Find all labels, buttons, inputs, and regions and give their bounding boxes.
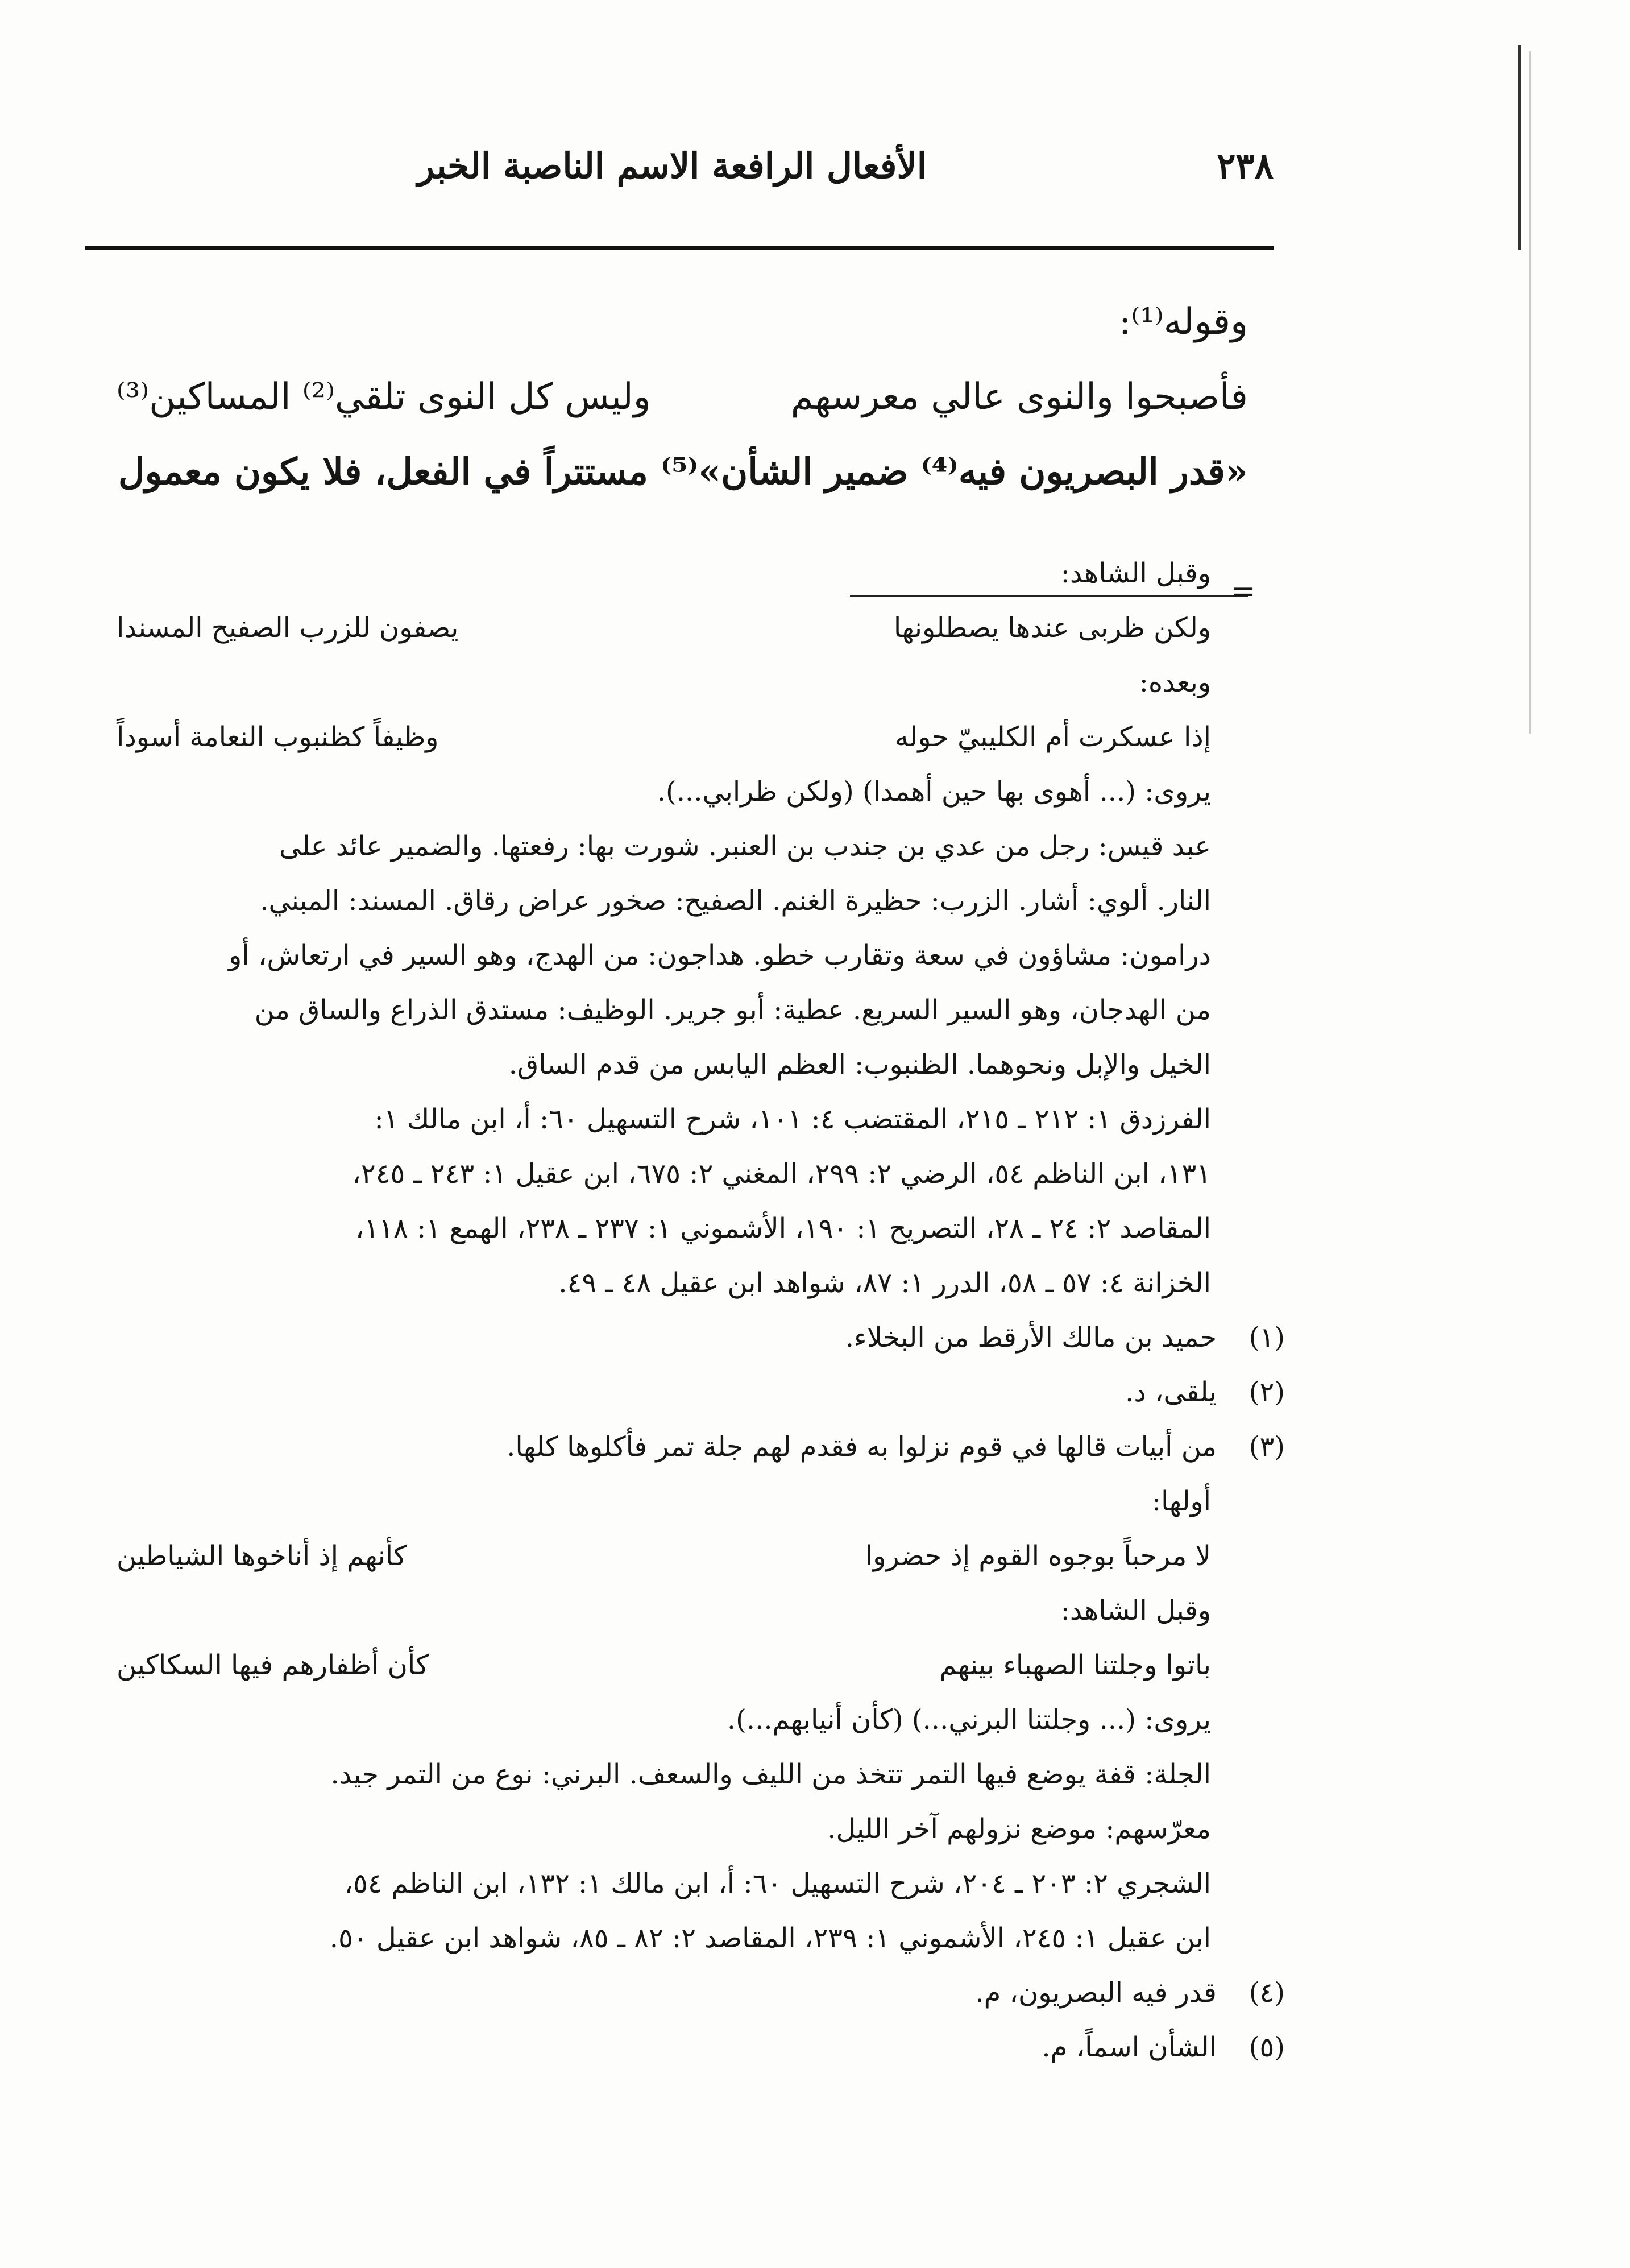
first-label: أولها: [1151,1485,1211,1517]
continuation-mark: = [1231,574,1256,609]
sources-line-1: الفرزدق ١: ٢١٢ ـ ٢١٥، المقتضب ٤: ١٠١، شرح التسهيل ٦٠: أ، ابن مالك ١: [374,1103,1211,1135]
binding-shadow [1518,45,1521,250]
sources2-line-1: الشجري ٢: ٢٠٣ ـ ٢٠٤، شرح التسهيل ٦٠: أ، ابن مالك ١: ١٣٢، ابن الناظم ٥٤، [344,1868,1211,1899]
gloss-line-2: النار. ألوي: أشار. الزرب: حظيرة الغنم. الصفيح: صخور عراض رقاق. المسند: المبني. [260,885,1211,917]
footnote-5-text: الشأن اسماً، م. [1042,2031,1217,2063]
gloss2-line-2: معرّسهم: موضع نزولهم آخر الليل. [827,1813,1211,1845]
footnote-1 [117,1310,1285,1365]
note-verse-3-a: لا مرحباً بوجوه القوم إذ حضروا [865,1540,1211,1572]
gloss-line-1: عبد قيس: رجل من عدي بن جندب بن العنبر. شورت بها: رفعتها. والضمير عائد على [279,830,1211,862]
note-verse-4-b: كأن أظفارهم فيها السكاكين [117,1649,429,1681]
running-title: الأفعال الرافعة الاسم الناصبة الخبر [417,145,927,187]
note-verse-4 [117,1638,1211,1692]
footnote-2 [117,1365,1285,1419]
main-sentence [117,434,1248,510]
footnote-1-number: (١) [1249,1322,1285,1354]
footnote-4 [117,1965,1285,2020]
note-verse-2-a: إذا عسكرت أم الكليبيّ حوله [895,721,1211,753]
footnote-3 [117,1419,1285,1474]
sentence-rest: مستتراً في الفعل، فلا يكون معمول [118,450,661,493]
page-header [85,145,1274,208]
footnote-1-text: حميد بن مالك الأرقط من البخلاء. [845,1322,1217,1354]
note-verse-2-b: وظيفاً كظنبوب النعامة أسوداً [117,721,439,753]
page-number: ٢٣٨ [1217,145,1274,187]
footnote-4-number: (٤) [1249,1977,1285,2009]
gloss2-line-1: الجلة: قفة يوضع فيها التمر تتخذ من الليف والسعف. البرني: نوع من التمر جيد. [330,1758,1211,1790]
footnotes [117,546,1285,2075]
note-verse-1 [117,601,1211,655]
sources2-line-2: ابن عقيل ١: ٢٤٥، الأشموني ١: ٢٣٩، المقاصد ٢: ٨٢ ـ ٨٥، شواهد ابن عقيل ٥٠. [329,1922,1211,1954]
sources-line-2: ١٣١، ابن الناظم ٥٤، الرضي ٢: ٢٩٩، المغني ٢: ٦٧٥، ابن عقيل ١: ٢٤٣ ـ ٢٤٥، [352,1158,1211,1190]
note-verse-1-b: يصفون للزرب الصفيح المسندا [117,612,459,644]
binding-edge [1529,51,1531,734]
riwaya-2: يروى: (... وجلتنا البرني...) (كأن أنيابهم...). [727,1704,1211,1736]
riwaya-1: يروى: (... أهوى بها حين أهمدا) (ولكن ظرابي...). [657,776,1211,808]
note-verse-2 [117,710,1211,764]
main-verse [117,359,1248,434]
footnote-5 [117,2020,1285,2075]
header-rule [85,246,1274,250]
footnote-3-number: (٣) [1249,1431,1285,1463]
before-label-2: وقبل الشاهد: [1060,1595,1211,1626]
intro-line: وقوله⁽¹⁾: [1118,301,1248,343]
note-verse-3 [117,1529,1211,1583]
note-verse-3-b: كأنهم إذ أناخوها الشياطين [117,1540,407,1572]
before-label: وقبل الشاهد: [1060,557,1211,589]
note-verse-4-a: باتوا وجلتنا الصهباء بينهم [939,1649,1211,1681]
verse-second-hemistich: وليس كل النوى تلقي⁽²⁾ المساكين⁽³⁾ [117,376,651,418]
footnote-4-text: قدر فيه البصريون، م. [975,1977,1217,2009]
quoted-phrase: «قدر البصريون فيه⁽⁴⁾ ضمير الشأن»⁽⁵⁾ [661,450,1248,493]
gloss-line-4: من الهدجان، وهو السير السريع. عطية: أبو جرير. الوظيف: مستدق الذراع والساق من [254,994,1211,1026]
footnote-3-text: من أبيات قالها في قوم نزلوا به فقدم لهم جلة تمر فأكلوها كلها. [507,1431,1217,1463]
gloss-line-5: الخيل والإبل ونحوهما. الظنبوب: العظم اليابس من قدم الساق. [508,1049,1211,1081]
verse-first-hemistich: فأصبحوا والنوى عالي معرسهم [790,376,1248,418]
footnote-2-number: (٢) [1249,1376,1285,1408]
note-verse-1-a: ولكن ظربى عندها يصطلونها [893,612,1211,644]
gloss-line-3: درامون: مشاؤون في سعة وتقارب خطو. هداجون: من الهدج، وهو السير في ارتعاش، أو [229,940,1211,971]
sources-line-4: الخزانة ٤: ٥٧ ـ ٥٨، الدرر ١: ٨٧، شواهد ابن عقيل ٤٨ ـ ٤٩. [558,1267,1211,1299]
main-text [117,284,1248,510]
footnote-2-text: يلقى، د. [1125,1376,1217,1408]
footnote-5-number: (٥) [1249,2031,1285,2063]
sources-line-3: المقاصد ٢: ٢٤ ـ ٢٨، التصريح ١: ١٩٠، الأشموني ١: ٢٣٧ ـ ٢٣٨، الهمع ١: ١١٨، [355,1212,1211,1244]
after-label: وبعده: [1139,667,1211,698]
